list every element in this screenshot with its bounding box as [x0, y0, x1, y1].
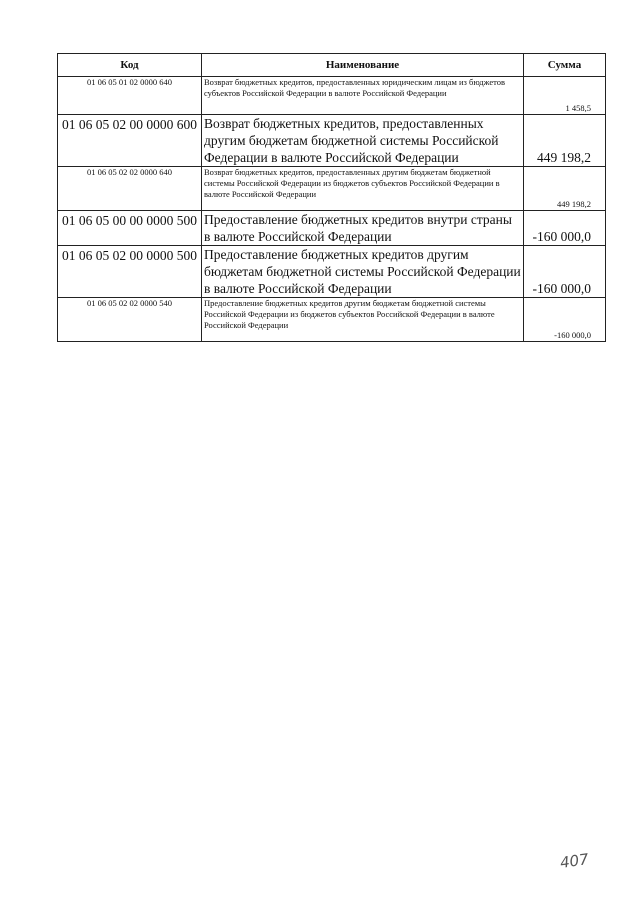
table-row [58, 167, 606, 211]
row-name: Предоставление бюджетных кредитов внутри страны в валюте Российской Федерации [202, 211, 524, 246]
table-row [58, 298, 606, 342]
table-row [58, 211, 606, 246]
row-name: Возврат бюджетных кредитов, предоставленных другим бюджетам бюджетной системы Российской Федерации из бюджетов субъектов Российской Федерации в валюте Российской Федерации [202, 167, 524, 211]
row-name: Возврат бюджетных кредитов, предоставленных другим бюджетам бюджетной системы Российской Федерации в валюте Российской Федерации [202, 115, 524, 167]
header-name: Наименование [202, 54, 524, 77]
row-sum: -160 000,0 [524, 246, 606, 298]
row-sum: 449 198,2 [524, 167, 606, 211]
table-row [58, 115, 606, 167]
row-name: Предоставление бюджетных кредитов другим бюджетам бюджетной системы Российской Федерации из бюджетов субъектов Российской Федерации в валюте Российской Федерации [202, 298, 524, 342]
row-sum: 449 198,2 [524, 115, 606, 167]
page-number: 407 [558, 850, 590, 872]
row-sum: -160 000,0 [524, 211, 606, 246]
row-name: Возврат бюджетных кредитов, предоставленных юридическим лицам из бюджетов субъектов Российской Федерации в валюте Российской Федерации [202, 77, 524, 115]
row-sum: 1 458,5 [524, 77, 606, 115]
header-code: Код [58, 54, 202, 77]
row-code: 01 06 05 02 02 0000 640 [58, 167, 202, 211]
row-code: 01 06 05 02 02 0000 540 [58, 298, 202, 342]
table-row [58, 77, 606, 115]
row-code: 01 06 05 02 00 0000 600 [58, 115, 202, 167]
budget-table [57, 53, 606, 342]
row-code: 01 06 05 02 00 0000 500 [58, 246, 202, 298]
table-header-row [58, 54, 606, 77]
header-sum: Сумма [524, 54, 606, 77]
row-sum: -160 000,0 [524, 298, 606, 342]
row-code: 01 06 05 01 02 0000 640 [58, 77, 202, 115]
row-code: 01 06 05 00 00 0000 500 [58, 211, 202, 246]
table-row [58, 246, 606, 298]
row-name: Предоставление бюджетных кредитов другим бюджетам бюджетной системы Российской Федерации в валюте Российской Федерации [202, 246, 524, 298]
